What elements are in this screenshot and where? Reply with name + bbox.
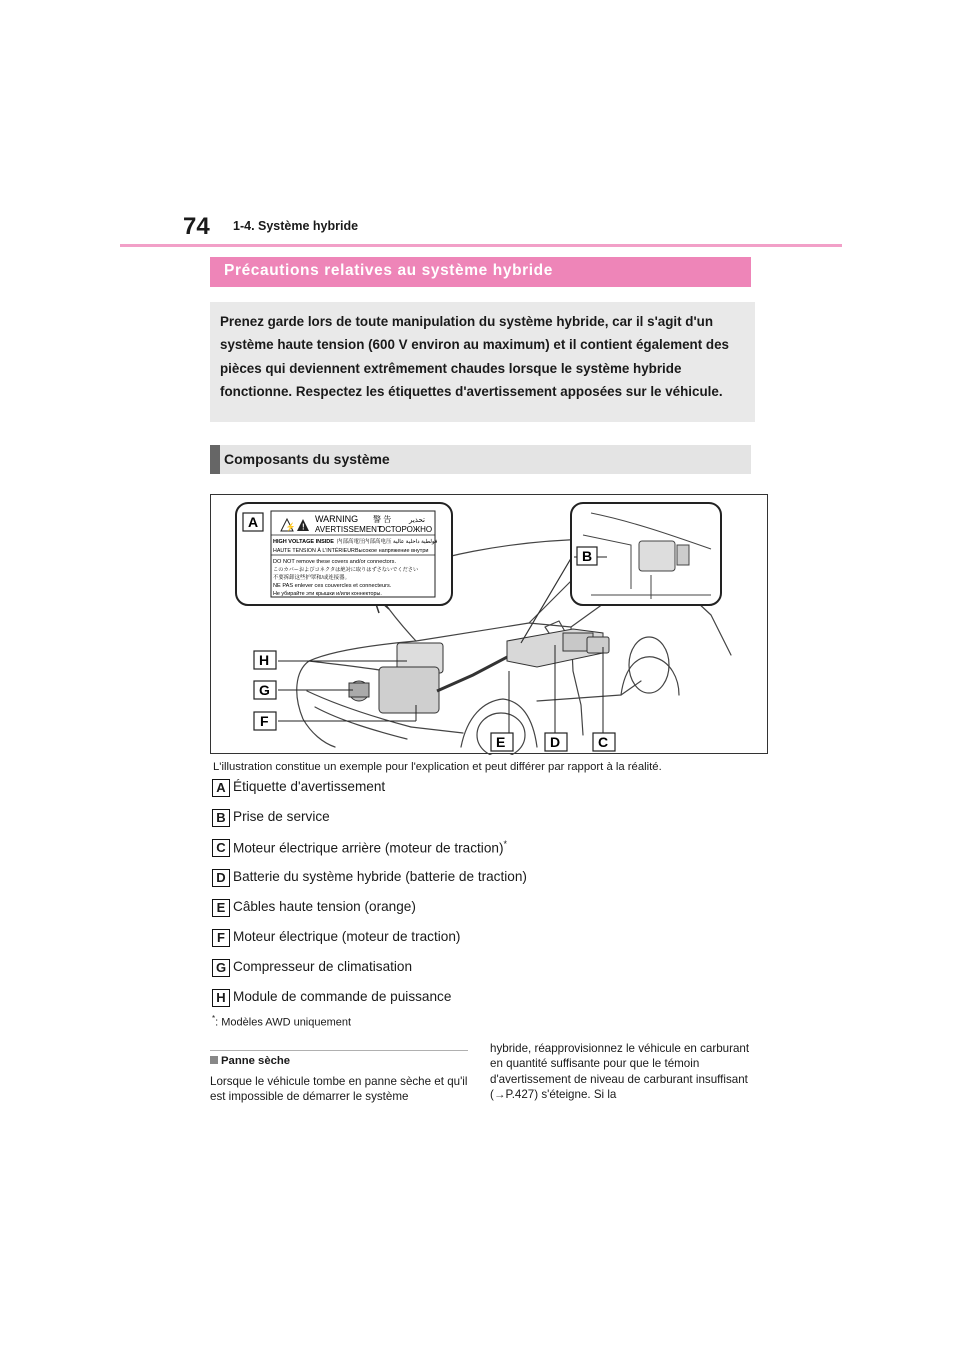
- legend-letter: D: [212, 869, 230, 887]
- car-diagram: [211, 495, 769, 755]
- fuel-right-column: hybride, réapprovisionnez le véhicule en carburant en quantité suffisante pour que le témoin d'avertissement de niveau de carburant insuffisant (→P.427) s'éteigne. Si la: [490, 1042, 750, 1101]
- fuel-title-text: Panne sèche: [221, 1055, 291, 1067]
- label-h: H: [259, 652, 270, 668]
- legend-text: Étiquette d'avertissement: [233, 779, 386, 794]
- warning-row3-ar: فولطية داخلية عالية: [393, 539, 438, 545]
- precaution-notice-box: [210, 302, 755, 422]
- legend-letter: B: [212, 809, 230, 827]
- footnote: [212, 1014, 351, 1029]
- illustration-caption: L'illustration constitue un exemple pour l'explication et peut différer par rapport à la réalité.: [213, 761, 662, 773]
- warning-line2-left: AVERTISSEMENT: [315, 525, 382, 534]
- svg-text:⚡: ⚡: [285, 522, 296, 532]
- legend-text: Compresseur de climatisation: [233, 959, 413, 974]
- system-components-illustration: [210, 494, 768, 754]
- warning-row3-a: HIGH VOLTAGE INSIDE: [273, 539, 334, 545]
- fuel-section-title: [210, 1055, 290, 1067]
- precautions-title: Précautions relatives au système hybride: [224, 262, 553, 279]
- legend-text-with-note: [233, 839, 507, 856]
- warning-line1-left: WARNING: [315, 514, 359, 524]
- label-e: E: [496, 734, 506, 750]
- warning-label: [271, 511, 438, 597]
- legend-text: Moteur électrique (moteur de traction): [233, 929, 461, 944]
- legend-letter: A: [212, 779, 230, 797]
- section-reference: 1-4. Système hybride: [233, 219, 359, 233]
- page-number: 74: [183, 213, 210, 240]
- label-b: B: [582, 548, 593, 564]
- warning-row9: Не убирайте эти крышки и/или коннекторы.: [273, 591, 382, 597]
- warning-row5: DO NOT remove these covers and/or connectors.: [273, 559, 397, 565]
- label-a: A: [248, 514, 259, 530]
- label-g: G: [259, 682, 270, 698]
- legend-text: Câbles haute tension (orange): [233, 899, 416, 914]
- warning-row8: NE PAS enlever ces couvercles et connecteurs.: [273, 583, 392, 589]
- label-c: C: [598, 734, 609, 750]
- rear-motor-shape: [587, 637, 609, 653]
- warning-line2-right: ОСТОРОЖНО: [379, 525, 433, 534]
- warning-line1-ar: تحذير: [409, 517, 425, 524]
- legend-letter: G: [212, 959, 230, 977]
- warning-row4-a: HAUTE TENSION À L'INTÉRIEUR: [273, 548, 355, 554]
- header-rule: [120, 244, 842, 247]
- warning-row3-b: 内部高電圧: [337, 539, 365, 545]
- legend-text: Moteur électrique arrière (moteur de traction): [233, 840, 504, 856]
- legend-text: Prise de service: [233, 809, 330, 824]
- warning-row3-c: 内部高电压: [364, 539, 392, 545]
- warning-line1-right: 警 告: [373, 515, 392, 524]
- legend-text: Module de commande de puissance: [233, 989, 452, 1004]
- footnote-text: : Modèles AWD uniquement: [215, 1016, 352, 1029]
- components-title: Composants du système: [224, 451, 390, 467]
- label-f: F: [260, 713, 269, 729]
- precautions-heading: [210, 257, 751, 287]
- components-heading: [210, 445, 751, 474]
- bullet-square-icon: [210, 1056, 218, 1064]
- footnote-marker: *: [503, 839, 507, 849]
- legend-text: Batterie du système hybride (batterie de traction): [233, 869, 527, 884]
- power-control-module-shape: [349, 643, 443, 713]
- column-rule: [210, 1050, 468, 1051]
- warning-row7: 不要拆卸这些护罩和/或连接器。: [273, 575, 350, 581]
- warning-row4-b: Высокое напряжение внутри: [355, 548, 429, 554]
- label-d: D: [550, 734, 561, 750]
- warning-row6: このカバーおよびコネクタは絶対に取りはずさないでください: [273, 567, 419, 573]
- legend-letter: F: [212, 929, 230, 947]
- svg-text:!: !: [302, 522, 305, 532]
- legend-letter: H: [212, 989, 230, 1007]
- legend-letter: E: [212, 899, 230, 917]
- fuel-left-column: Lorsque le véhicule tombe en panne sèche et qu'il est impossible de démarrer le système: [210, 1075, 468, 1104]
- footnote-mark: *: [212, 1014, 216, 1023]
- hv-cable-shape: [437, 655, 511, 691]
- precaution-notice-text: Prenez garde lors de toute manipulation du système hybride, car il s'agit d'un système haute tension (600 V environ au maximum) et il contient également des pièces qui deviennent extrêmement chaudes lorsque le système hybride fonctionne. Respectez les étiquettes d'avertissement apposées sur le véhicule.: [220, 314, 729, 399]
- legend-letter: C: [212, 839, 230, 857]
